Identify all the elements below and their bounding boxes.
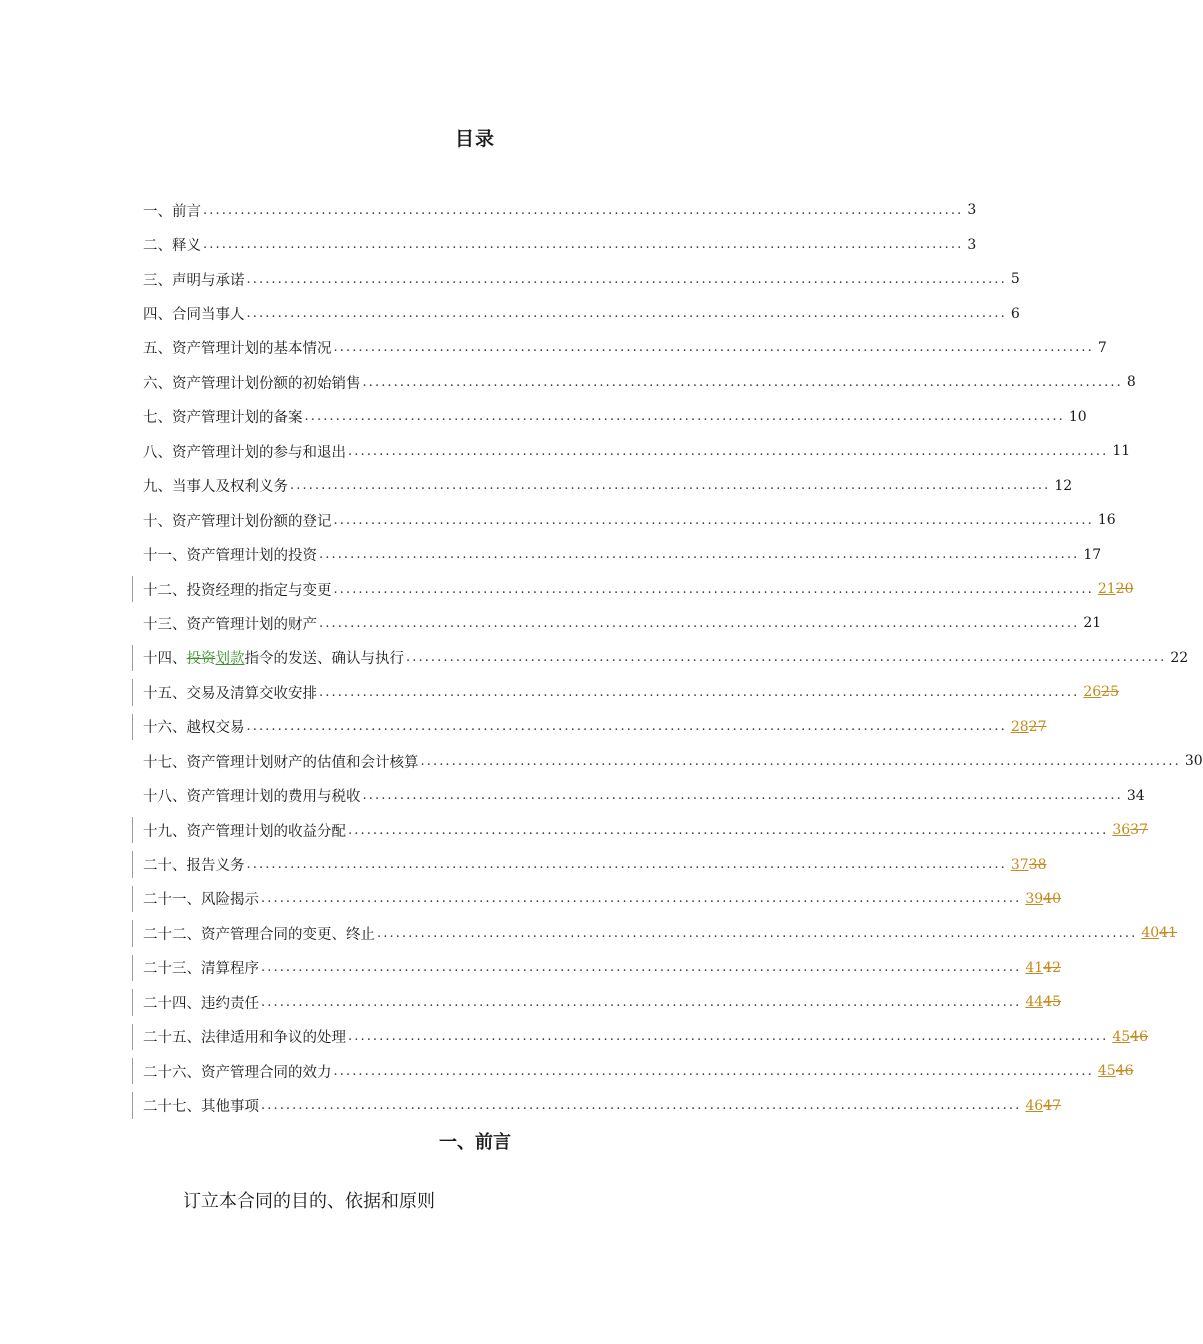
page-deleted: 47 (1043, 1097, 1061, 1114)
page-inserted: 45 (1112, 1028, 1131, 1045)
toc-entry[interactable] (143, 1020, 1148, 1054)
toc-entry-label: 十七、资产管理计划财产的估值和会计核算 (143, 754, 419, 771)
label-suffix: 指令的发送、确认与执行 (244, 651, 404, 668)
toc-leader: .......................................................................................................................... (319, 615, 1080, 631)
page-deleted: 27 (1028, 718, 1047, 735)
toc-page-number: 11 (1112, 443, 1131, 460)
toc-page-number (1108, 822, 1148, 838)
toc-entry-label: 一、前言 (143, 203, 201, 220)
toc-page-number (1094, 581, 1134, 597)
page-deleted: 37 (1130, 822, 1148, 839)
toc-entry[interactable] (143, 1054, 1134, 1088)
toc-entry[interactable] (143, 503, 1116, 537)
toc-entry-label: 二十五、法律适用和争议的处理 (143, 1030, 346, 1047)
toc-entry[interactable] (143, 985, 1061, 1019)
toc-entry-label: 六、资产管理计划份额的初始销售 (143, 375, 361, 392)
page-deleted: 20 (1115, 581, 1134, 598)
toc-leader: .......................................................................................................................... (333, 1063, 1094, 1079)
toc-leader: .......................................................................................................................... (362, 374, 1123, 390)
toc-entry-label: 二十六、资产管理合同的效力 (143, 1064, 332, 1081)
toc-leader: .......................................................................................................................... (333, 340, 1094, 356)
toc-entry[interactable] (143, 365, 1136, 399)
toc-leader: .......................................................................................................................... (377, 925, 1138, 941)
toc-entry[interactable] (143, 778, 1145, 812)
page-inserted: 40 (1141, 925, 1160, 942)
toc-page-number: 12 (1054, 477, 1073, 494)
toc-leader: .......................................................................................................................... (362, 788, 1123, 804)
toc-entry-label: 八、资产管理计划的参与和退出 (143, 444, 346, 461)
toc-entry-label: 五、资产管理计划的基本情况 (143, 341, 332, 358)
toc-entry-label: 十、资产管理计划份额的登记 (143, 513, 332, 530)
toc-page-number (1007, 857, 1047, 873)
toc-page-number: 6 (1010, 305, 1020, 322)
page-inserted: 45 (1097, 1063, 1116, 1080)
toc-entry[interactable] (143, 744, 1203, 778)
toc-leader: .......................................................................................................................... (261, 960, 1022, 976)
toc-entry[interactable] (143, 847, 1047, 881)
toc-entry[interactable] (143, 469, 1073, 503)
toc-leader: .......................................................................................................................... (261, 994, 1022, 1010)
toc-entry[interactable] (143, 400, 1087, 434)
toc-leader: .......................................................................................................................... (319, 547, 1080, 563)
toc-page-number (1137, 925, 1177, 941)
toc-entry[interactable] (143, 916, 1177, 950)
page-inserted: 46 (1025, 1097, 1044, 1114)
toc-entry[interactable] (143, 331, 1107, 365)
toc-entry-label (143, 647, 406, 668)
page-deleted: 46 (1130, 1028, 1148, 1045)
page-deleted: 45 (1043, 994, 1061, 1011)
toc-leader: .......................................................................................................................... (319, 684, 1080, 700)
toc-page-number: 22 (1170, 649, 1189, 666)
toc-entry-label: 十八、资产管理计划的费用与税收 (143, 789, 361, 806)
toc-entry[interactable] (143, 675, 1119, 709)
toc-entry-label: 七、资产管理计划的备案 (143, 410, 303, 427)
toc-entry-label: 九、当事人及权利义务 (143, 479, 288, 496)
toc-entry[interactable] (143, 606, 1102, 640)
toc-page-number: 16 (1097, 512, 1116, 529)
section-heading: 一、前言 (439, 1132, 511, 1153)
toc-page-number: 3 (967, 236, 977, 253)
toc-leader: .......................................................................................................................... (261, 1098, 1022, 1114)
toc-leader: .......................................................................................................................... (348, 822, 1109, 838)
page-inserted: 44 (1025, 994, 1044, 1011)
toc-leader: .......................................................................................................................... (246, 857, 1007, 873)
toc-leader: .......................................................................................................................... (304, 409, 1065, 425)
page-inserted: 39 (1025, 890, 1044, 907)
toc-page-number: 10 (1068, 408, 1087, 425)
toc-entry-label: 十二、投资经理的指定与变更 (143, 582, 332, 599)
toc-page-number (1021, 891, 1061, 907)
page-deleted: 42 (1043, 959, 1061, 976)
toc-entry-label: 十三、资产管理计划的财产 (143, 616, 317, 633)
toc-leader: .......................................................................................................................... (333, 581, 1094, 597)
toc-page-number (1021, 960, 1061, 976)
toc-leader: .......................................................................................................................... (348, 443, 1109, 459)
toc-entry-label: 二十二、资产管理合同的变更、终止 (143, 926, 375, 943)
toc-page-number: 7 (1097, 339, 1107, 356)
toc-leader: .......................................................................................................................... (290, 478, 1051, 494)
toc-page-number: 34 (1126, 787, 1145, 804)
toc-entry-label: 二十一、风险揭示 (143, 892, 259, 909)
page-inserted: 37 (1010, 856, 1029, 873)
toc-entry[interactable] (143, 882, 1061, 916)
toc-leader: .......................................................................................................................... (333, 512, 1094, 528)
page-inserted: 41 (1025, 959, 1044, 976)
toc-entry[interactable] (143, 710, 1047, 744)
page-inserted: 26 (1083, 684, 1102, 701)
toc-entry[interactable] (143, 296, 1020, 330)
toc-leader: .......................................................................................................................... (406, 650, 1167, 666)
toc-leader: .......................................................................................................................... (261, 891, 1022, 907)
toc-entry-label: 十六、越权交易 (143, 720, 245, 737)
toc-page-number: 21 (1083, 615, 1102, 632)
toc-page-number: 3 (967, 202, 977, 219)
toc-entry[interactable] (143, 193, 977, 227)
page-deleted: 40 (1043, 890, 1061, 907)
toc-title: 目录 (454, 128, 495, 150)
toc-leader: .......................................................................................................................... (203, 202, 964, 218)
toc-entry-label: 二十三、清算程序 (143, 961, 259, 978)
page-deleted: 41 (1159, 925, 1177, 942)
toc-page-number (1079, 684, 1119, 700)
page-inserted: 36 (1112, 822, 1131, 839)
toc-entry-label: 四、合同当事人 (143, 307, 245, 324)
toc-page-number: 5 (1010, 271, 1020, 288)
toc-entry-label: 十九、资产管理计划的收益分配 (143, 823, 346, 840)
toc-entry-label: 二十七、其他事项 (143, 1099, 259, 1116)
toc-page-number: 30 (1184, 753, 1203, 770)
toc-page-number: 17 (1083, 546, 1102, 563)
toc-page-number (1021, 994, 1061, 1010)
toc-page-number (1021, 1098, 1061, 1114)
body-paragraph: 订立本合同的目的、依据和原则 (183, 1191, 435, 1212)
page-deleted: 46 (1115, 1063, 1134, 1080)
toc-leader: .......................................................................................................................... (246, 271, 1007, 287)
toc-leader: .......................................................................................................................... (246, 719, 1007, 735)
toc-entry-label: 十一、资产管理计划的投资 (143, 548, 317, 565)
toc-entry-label: 三、声明与承诺 (143, 272, 245, 289)
toc-entry[interactable] (143, 227, 977, 261)
toc-entry[interactable] (143, 951, 1061, 985)
toc-entry-label: 二、释义 (143, 238, 201, 255)
toc-entry[interactable] (143, 262, 1020, 296)
label-deleted: 投资 (186, 651, 216, 668)
toc-page-number (1007, 719, 1047, 735)
toc-page-number: 8 (1126, 374, 1136, 391)
toc-entry[interactable] (143, 434, 1131, 468)
page-deleted: 38 (1028, 856, 1047, 873)
toc-page-number (1108, 1029, 1148, 1045)
label-inserted: 划款 (215, 651, 245, 668)
toc-leader: .......................................................................................................................... (348, 1029, 1109, 1045)
toc-entry[interactable] (143, 1088, 1061, 1122)
toc-leader: .......................................................................................................................... (203, 237, 964, 253)
toc-entry[interactable] (143, 641, 1189, 675)
toc-entry-label: 十五、交易及清算交收安排 (143, 685, 317, 702)
toc-entry[interactable] (143, 537, 1102, 571)
toc-leader: .......................................................................................................................... (246, 306, 1007, 322)
page-inserted: 21 (1097, 581, 1116, 598)
toc-entry-label: 二十四、违约责任 (143, 995, 259, 1012)
toc-leader: .......................................................................................................................... (420, 753, 1181, 769)
toc-page-number (1094, 1063, 1134, 1079)
toc-entry[interactable] (143, 813, 1148, 847)
label-prefix: 十四、 (143, 651, 187, 668)
page-inserted: 28 (1010, 718, 1029, 735)
toc-entry[interactable] (143, 572, 1134, 606)
toc-entry-label: 二十、报告义务 (143, 858, 245, 875)
table-of-contents (143, 193, 1203, 1123)
page-deleted: 25 (1101, 684, 1119, 701)
